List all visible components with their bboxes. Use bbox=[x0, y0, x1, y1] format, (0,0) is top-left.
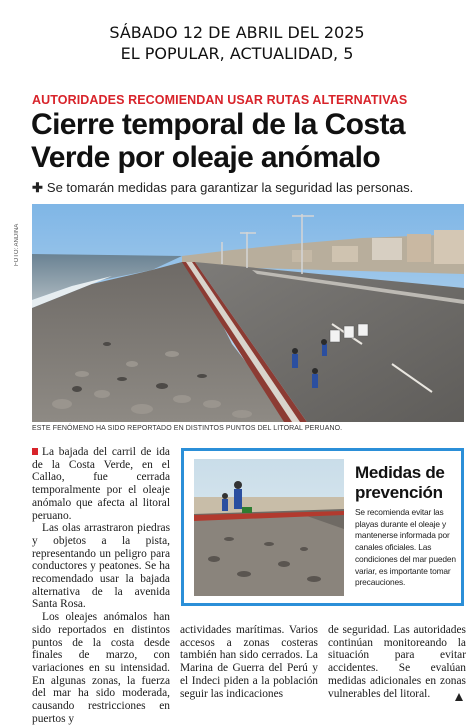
headline-line-2: Verde por oleaje anómalo bbox=[31, 141, 381, 174]
paragraph-1: La bajada del carril de ida de la Costa Verde, en el Callao, fue cerrada temporalmente por el oleaje anómalo que afecta al litoral peruano. bbox=[32, 446, 170, 522]
photo-credit: FOTO: ANDINA bbox=[14, 223, 20, 266]
article-headline bbox=[31, 108, 461, 174]
article-column-2: actividades marítimas. Varios accesos a zonas costeras también han sido cerrados. La Marina de Guerra del Perú y el Indeci piden a la población seguir las indicaciones bbox=[180, 624, 318, 700]
article-kicker: AUTORIDADES RECOMIENDAN USAR RUTAS ALTERNATIVAS bbox=[32, 93, 408, 107]
headline-line-1: Cierre temporal de la Costa bbox=[31, 108, 405, 141]
dateline-section: EL POPULAR, ACTUALIDAD, 5 bbox=[120, 44, 354, 63]
article-column-3: de seguridad. Las autoridades continúan monitoreando la situación para evitar accidentes. Se evalúan medidas adicionales en zonas vulnerables del litoral. bbox=[328, 624, 466, 700]
dateline-date: SÁBADO 12 DE ABRIL DEL 2025 bbox=[109, 23, 365, 42]
box-title-line-1: Medidas de bbox=[355, 463, 445, 482]
subhead-text: Se tomarán medidas para garantizar la seguridad las personas. bbox=[46, 180, 414, 195]
paragraph-3: Los oleajes anómalos han sido reportados en distintos puntos de la costa desde finales de marzo, con variaciones en su intensidad. En algunas zonas, la fuerza del mar ha sido moderada, causando restricciones en puertos y bbox=[32, 611, 170, 725]
end-mark-icon bbox=[455, 688, 463, 696]
box-photo bbox=[194, 459, 344, 596]
box-text: Se recomienda evitar las playas durante el oleaje y mantenerse informada por canales oficiales. Las condiciones del mar pueden variar, es importante tomar precauciones. bbox=[355, 507, 456, 588]
prevention-box bbox=[181, 448, 464, 606]
photo-caption: ESTE FENÓMENO HA SIDO REPORTADO EN DISTINTOS PUNTOS DEL LITORAL PERUANO. bbox=[32, 425, 343, 432]
main-photo bbox=[32, 204, 464, 422]
box-title-line-2: prevención bbox=[355, 482, 443, 502]
plus-icon: ✚ bbox=[32, 180, 43, 195]
article-column-1 bbox=[32, 446, 170, 725]
dateline bbox=[0, 22, 474, 64]
paragraph-2: Las olas arrastraron piedras y objetos a la pista, representando un peligro para conductores y peatones. Se ha recomendado usar la bajada alternativa de la avenida Santa Rosa. bbox=[32, 522, 170, 611]
article-subhead bbox=[32, 180, 413, 196]
box-title bbox=[355, 463, 463, 502]
